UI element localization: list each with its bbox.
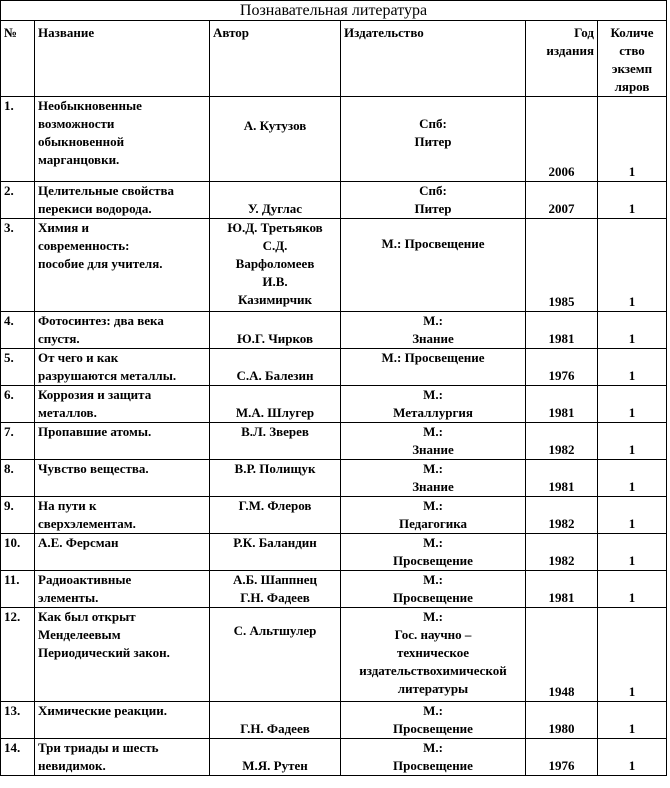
book-title-line: Менделеевым <box>38 627 121 642</box>
book-publisher-line: издательствохимической <box>359 663 507 678</box>
book-author <box>210 182 341 219</box>
header-qty-line: Количе <box>610 25 654 40</box>
book-title-line: пособие для учителя. <box>38 256 163 271</box>
publication-year: 1976 <box>526 349 598 386</box>
table-row <box>1 534 667 571</box>
book-title-line: спустя. <box>38 331 80 346</box>
book-publisher <box>341 534 526 571</box>
table-row <box>1 349 667 386</box>
publication-year: 2007 <box>526 182 598 219</box>
publication-year: 1981 <box>526 386 598 423</box>
book-title <box>35 182 210 219</box>
copies-count: 1 <box>598 460 667 497</box>
book-title-line: сверхэлементам. <box>38 516 136 531</box>
book-title <box>35 534 210 571</box>
book-publisher-line: Металлургия <box>393 405 473 420</box>
book-author <box>210 312 341 349</box>
row-number: 8. <box>1 460 35 497</box>
table-row <box>1 182 667 219</box>
book-author-line: А.Б. Шаппнец <box>232 572 318 587</box>
book-publisher-line: М.: <box>423 498 443 513</box>
row-number: 10. <box>1 534 35 571</box>
table-row <box>1 460 667 497</box>
book-title-line: перекиси водорода. <box>38 201 152 216</box>
book-publisher-line: Знание <box>412 331 454 346</box>
copies-count: 1 <box>598 608 667 702</box>
book-author <box>210 571 341 608</box>
book-author-line: И.В. <box>262 274 288 289</box>
header-publisher: Издательство <box>341 21 526 97</box>
book-publisher <box>341 739 526 776</box>
book-author <box>210 702 341 739</box>
copies-count: 1 <box>598 739 667 776</box>
book-title-line: От чего и как <box>38 350 119 365</box>
table-row <box>1 219 667 312</box>
book-author-line: С.Д. <box>262 238 288 253</box>
book-author-line: Г.Н. Фадеев <box>240 590 310 605</box>
book-title <box>35 460 210 497</box>
book-title <box>35 497 210 534</box>
publication-year: 1980 <box>526 702 598 739</box>
book-publisher-line: М.: Просвещение <box>381 236 485 251</box>
publication-year: 1948 <box>526 608 598 702</box>
book-author-line: Г.Н. Фадеев <box>240 721 310 736</box>
book-title <box>35 97 210 182</box>
book-author <box>210 386 341 423</box>
book-title-line: металлов. <box>38 405 97 420</box>
publication-year: 2006 <box>526 97 598 182</box>
book-publisher <box>341 608 526 702</box>
copies-count: 1 <box>598 97 667 182</box>
book-author-line: С. Альтшулер <box>233 623 317 638</box>
book-publisher-line: Питер <box>414 201 452 216</box>
book-title-line: элементы. <box>38 590 99 605</box>
row-number: 12. <box>1 608 35 702</box>
book-title-line: Три триады и шесть <box>38 740 159 755</box>
book-publisher-line: М.: Просвещение <box>381 350 485 365</box>
book-title <box>35 312 210 349</box>
book-publisher <box>341 702 526 739</box>
publication-year: 1981 <box>526 312 598 349</box>
book-author-line: У. Дуглас <box>247 201 303 216</box>
book-publisher-line: Просвещение <box>393 758 473 773</box>
header-num: № <box>1 21 35 97</box>
book-title-line: Химические реакции. <box>38 703 167 718</box>
book-publisher-line: Знание <box>412 479 454 494</box>
row-number: 14. <box>1 739 35 776</box>
book-publisher <box>341 497 526 534</box>
copies-count: 1 <box>598 534 667 571</box>
header-qty-line: экземп <box>611 61 653 76</box>
copies-count: 1 <box>598 386 667 423</box>
book-publisher-line: Просвещение <box>393 721 473 736</box>
book-author-line: С.А. Балезин <box>236 368 314 383</box>
book-author-line: Варфоломеев <box>235 256 315 271</box>
table-row <box>1 312 667 349</box>
table-title-row <box>1 1 667 21</box>
header-author: Автор <box>210 21 341 97</box>
book-author <box>210 423 341 460</box>
copies-count: 1 <box>598 423 667 460</box>
book-title-line: невидимок. <box>38 758 106 773</box>
table-row <box>1 497 667 534</box>
row-number: 2. <box>1 182 35 219</box>
book-author <box>210 97 341 182</box>
book-publisher-line: М.: <box>423 313 443 328</box>
row-number: 6. <box>1 386 35 423</box>
book-author <box>210 497 341 534</box>
book-title-line: обыкновенной <box>38 134 125 149</box>
book-publisher-line: М.: <box>423 740 443 755</box>
book-title-line: Пропавшие атомы. <box>38 424 152 439</box>
book-author <box>210 739 341 776</box>
book-title-line: Радиоактивные <box>38 572 132 587</box>
book-publisher <box>341 219 526 312</box>
book-author-line: М.Я. Рутен <box>242 758 308 773</box>
book-publisher-line: техническое <box>397 645 469 660</box>
book-publisher <box>341 349 526 386</box>
book-publisher-line: М.: <box>423 572 443 587</box>
book-author <box>210 608 341 702</box>
book-author-line: Казимирчик <box>237 292 313 307</box>
book-publisher <box>341 97 526 182</box>
book-publisher <box>341 182 526 219</box>
copies-count: 1 <box>598 349 667 386</box>
table-row <box>1 386 667 423</box>
book-author <box>210 534 341 571</box>
header-qty-line: ство <box>619 43 645 58</box>
book-publisher-line: Просвещение <box>393 590 473 605</box>
book-publisher-line: М.: <box>423 387 443 402</box>
book-publisher-line: Гос. научно – <box>394 627 472 642</box>
copies-count: 1 <box>598 182 667 219</box>
book-publisher <box>341 423 526 460</box>
book-publisher-line: Спб: <box>419 116 447 131</box>
book-title-line: Как был открыт <box>38 609 136 624</box>
publication-year: 1985 <box>526 219 598 312</box>
copies-count: 1 <box>598 312 667 349</box>
book-title-line: А.Е. Ферсман <box>38 535 119 550</box>
book-title <box>35 423 210 460</box>
header-year-line: Год <box>574 25 594 40</box>
book-publisher-line: Питер <box>414 134 452 149</box>
book-title-line: современность: <box>38 238 130 253</box>
book-publisher <box>341 312 526 349</box>
book-publisher <box>341 460 526 497</box>
book-publisher <box>341 386 526 423</box>
row-number: 11. <box>1 571 35 608</box>
copies-count: 1 <box>598 702 667 739</box>
book-title <box>35 349 210 386</box>
header-qty-line: ляров <box>614 79 650 94</box>
book-author-line: Р.К. Баландин <box>233 535 317 550</box>
book-publisher <box>341 571 526 608</box>
book-author <box>210 219 341 312</box>
table-row <box>1 423 667 460</box>
book-title-line: Химия и <box>38 220 89 235</box>
row-number: 9. <box>1 497 35 534</box>
book-title-line: возможности <box>38 116 115 131</box>
row-number: 7. <box>1 423 35 460</box>
book-author-line: В.Л. Зверев <box>241 424 309 439</box>
book-publisher-line: Спб: <box>419 183 447 198</box>
publication-year: 1981 <box>526 460 598 497</box>
copies-count: 1 <box>598 497 667 534</box>
header-title: Название <box>35 21 210 97</box>
row-number: 5. <box>1 349 35 386</box>
table-header-row <box>1 21 667 97</box>
header-qty <box>598 21 667 97</box>
publication-year: 1982 <box>526 534 598 571</box>
book-title <box>35 739 210 776</box>
table-row <box>1 739 667 776</box>
book-title <box>35 702 210 739</box>
copies-count: 1 <box>598 571 667 608</box>
book-publisher-line: Педагогика <box>398 516 468 531</box>
publication-year: 1982 <box>526 423 598 460</box>
book-author-line: В.Р. Полищук <box>234 461 316 476</box>
book-publisher-line: Просвещение <box>393 553 473 568</box>
book-title <box>35 219 210 312</box>
book-title-line: разрушаются металлы. <box>38 368 177 383</box>
table-row <box>1 608 667 702</box>
book-title-line: Чувство вещества. <box>38 461 149 476</box>
book-author-line: Ю.Г. Чирков <box>237 331 313 346</box>
publication-year: 1982 <box>526 497 598 534</box>
book-title-line: Фотосинтез: два века <box>38 313 164 328</box>
publication-year: 1976 <box>526 739 598 776</box>
copies-count: 1 <box>598 219 667 312</box>
book-title-line: Необыкновенные <box>38 98 142 113</box>
book-title-line: марганцовки. <box>38 152 120 167</box>
book-publisher-line: М.: <box>423 535 443 550</box>
book-publisher-line: М.: <box>423 424 443 439</box>
row-number: 1. <box>1 97 35 182</box>
book-title-line: Периодический закон. <box>38 645 170 660</box>
book-author-line: Ю.Д. Третьяков <box>227 220 323 235</box>
table-row <box>1 702 667 739</box>
book-author-line: Г.М. Флеров <box>238 498 312 513</box>
book-title-line: Целительные свойства <box>38 183 175 198</box>
book-title-line: Коррозия и защита <box>38 387 152 402</box>
book-title <box>35 608 210 702</box>
row-number: 13. <box>1 702 35 739</box>
header-year-line: издания <box>546 43 594 58</box>
header-year <box>526 21 598 97</box>
book-publisher-line: М.: <box>423 609 443 624</box>
book-title <box>35 571 210 608</box>
book-author-line: М.А. Шлугер <box>235 405 315 420</box>
table-row <box>1 97 667 182</box>
row-number: 4. <box>1 312 35 349</box>
table-title: Познавательная литература <box>1 1 667 21</box>
row-number: 3. <box>1 219 35 312</box>
book-title <box>35 386 210 423</box>
book-publisher-line: Знание <box>412 442 454 457</box>
table-row <box>1 571 667 608</box>
book-publisher-line: литературы <box>397 681 469 696</box>
book-title-line: На пути к <box>38 498 97 513</box>
publication-year: 1981 <box>526 571 598 608</box>
book-publisher-line: М.: <box>423 461 443 476</box>
book-publisher-line: М.: <box>423 703 443 718</box>
book-author <box>210 349 341 386</box>
book-author <box>210 460 341 497</box>
book-author-line: А. Кутузов <box>243 118 307 133</box>
